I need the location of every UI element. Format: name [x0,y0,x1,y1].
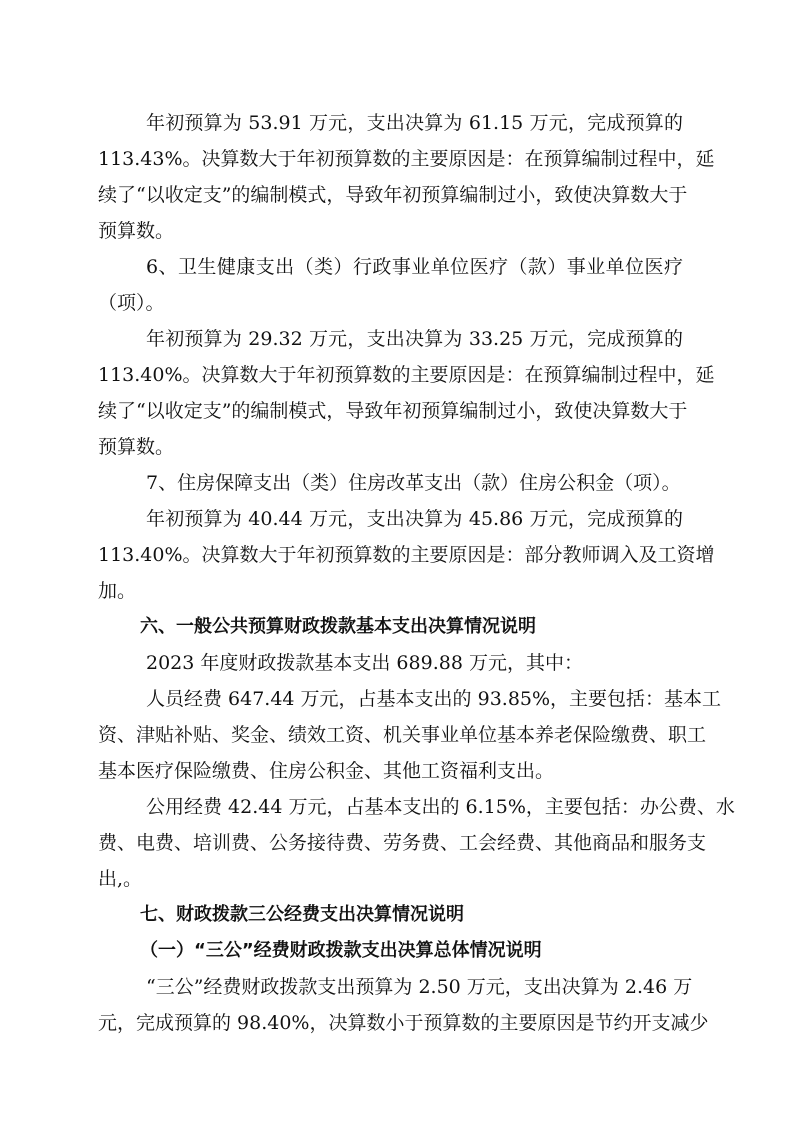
paragraph-line: 113.40%。决算数大于年初预算数的主要原因是：在预算编制过程中，延 [98,364,715,386]
section-heading: 六、一般公共预算财政拨款基本支出决算情况说明 [140,616,536,637]
section-heading: 七、财政拨款三公经费支出决算情况说明 [140,904,464,925]
paragraph-line: 113.43%。决算数大于年初预算数的主要原因是：在预算编制过程中，延 [98,148,715,170]
paragraph-line: 预算数。 [98,220,175,242]
paragraph-line: 2023 年度财政拨款基本支出 689.88 万元，其中： [146,652,583,674]
paragraph-line: 费、电费、培训费、公务接待费、劳务费、工会经费、其他商品和服务支 [98,832,707,854]
paragraph-line: 基本医疗保险缴费、住房公积金、其他工资福利支出。 [98,760,555,782]
section-item-heading: 7、住房保障支出（类）住房改革支出（款）住房公积金（项）。 [146,472,681,494]
paragraph-line: 113.40%。决算数大于年初预算数的主要原因是：部分教师调入及工资增 [98,544,715,566]
section-item-heading: 6、卫生健康支出（类）行政事业单位医疗（款）事业单位医疗 [146,256,683,278]
paragraph-line: 公用经费 42.44 万元，占基本支出的 6.15%，主要包括：办公费、水 [146,796,735,818]
subsection-heading: （一）“三公”经费财政拨款支出决算总体情况说明 [140,940,542,961]
paragraph-line: 年初预算为 40.44 万元，支出决算为 45.86 万元，完成预算的 [146,508,683,530]
paragraph-line: 预算数。 [98,436,175,458]
paragraph-line: 年初预算为 29.32 万元，支出决算为 33.25 万元，完成预算的 [146,328,683,350]
paragraph-line: 人员经费 647.44 万元，占基本支出的 93.85%，主要包括：基本工 [146,688,722,710]
paragraph-line: 续了“以收定支”的编制模式，导致年初预算编制过小，致使决算数大于 [98,400,688,422]
paragraph-line: “三公”经费财政拨款支出预算为 2.50 万元，支出决算为 2.46 万 [146,976,693,998]
paragraph-line: 元，完成预算的 98.40%，决算数小于预算数的主要原因是节约开支减少 [98,1012,709,1034]
paragraph-line: 年初预算为 53.91 万元，支出决算为 61.15 万元，完成预算的 [146,112,683,134]
paragraph-line: 出,。 [98,868,143,890]
paragraph-line: 资、津贴补贴、奖金、绩效工资、机关事业单位基本养老保险缴费、职工 [98,724,707,746]
paragraph-line: 续了“以收定支”的编制模式，导致年初预算编制过小，致使决算数大于 [98,184,688,206]
paragraph-line: 加。 [98,580,137,602]
section-item-heading: （项）。 [98,292,165,314]
